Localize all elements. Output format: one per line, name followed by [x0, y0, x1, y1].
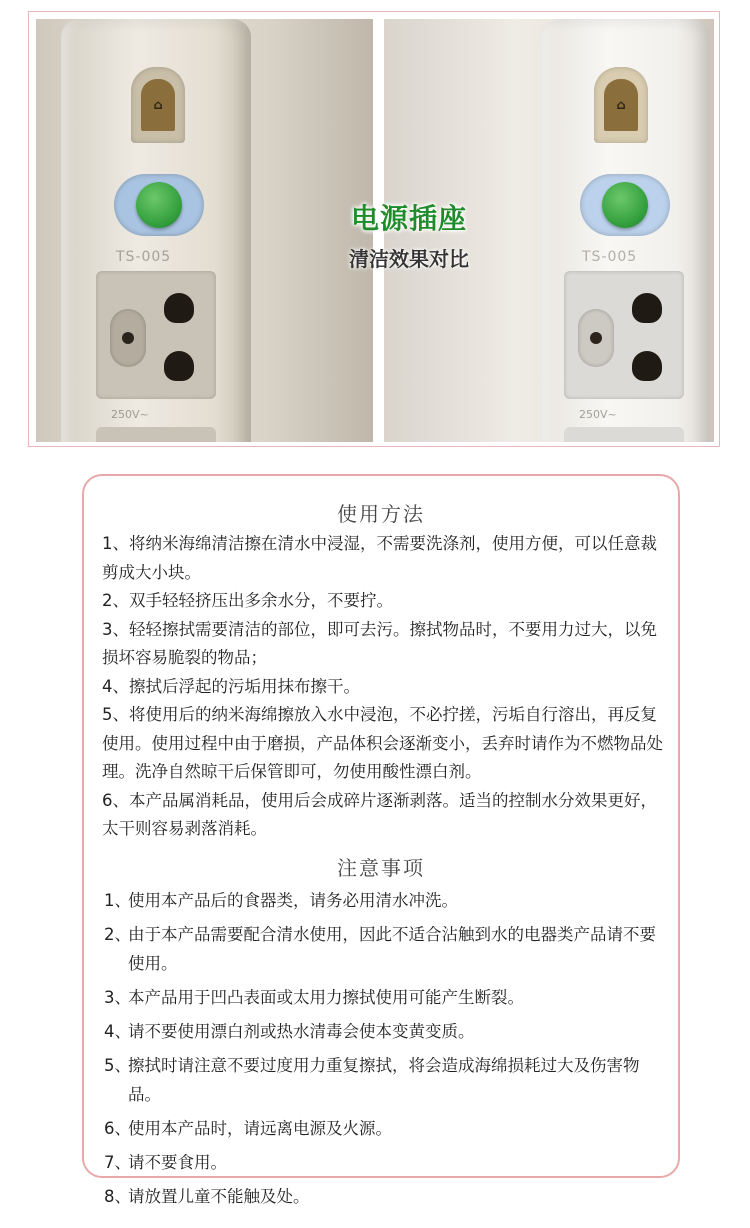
note-number: 3、 — [104, 988, 131, 1007]
note-item — [104, 920, 664, 978]
note-number: 8、 — [104, 1187, 131, 1206]
usage-heading: 使用方法 — [337, 502, 425, 526]
note-text: 请不要使用漂白剂或热水清毒会使本变黄变质。 — [128, 1022, 475, 1041]
usage-item: 3、轻轻擦拭需要清洁的部位，即可去污。擦拭物品时，不要用力过大，以免损坏容易脆裂的物品； — [102, 619, 657, 667]
photo-caption — [334, 197, 484, 272]
note-text: 使用本产品后的食器类，请务必用清水冲洗。 — [128, 891, 458, 910]
note-item — [104, 1017, 664, 1046]
note-text: 使用本产品时，请远离电源及火源。 — [128, 1119, 392, 1138]
note-text: 由于本产品需要配合清水使用，因此不适合沾触到水的电器类产品请不要使用。 — [128, 925, 656, 973]
note-item — [104, 1182, 664, 1211]
note-text: 请不要食用。 — [128, 1153, 227, 1172]
socket-outlet-icon — [564, 427, 684, 442]
note-text: 擦拭时请注意不要过度用力重复擦拭，将会造成海绵损耗过大及伤害物品。 — [128, 1056, 640, 1104]
note-item — [104, 1114, 664, 1143]
note-text: 请放置儿童不能触及处。 — [128, 1187, 310, 1206]
rating-label: 250V~ — [579, 408, 617, 421]
comparison-photo — [28, 11, 720, 447]
socket-outlet-icon — [96, 427, 216, 442]
power-switch-icon — [580, 174, 670, 236]
note-number: 6、 — [104, 1119, 131, 1138]
usage-item: 1、将纳米海绵清洁擦在清水中浸湿，不需要洗涤剂，使用方便，可以任意裁剪成大小块。 — [102, 534, 657, 582]
notes-list — [104, 886, 664, 1216]
note-item — [104, 886, 664, 915]
note-item — [104, 1051, 664, 1109]
note-number: 2、 — [104, 925, 131, 944]
photo-subtitle: 清洁效果对比 — [349, 247, 469, 271]
usage-list — [102, 530, 668, 844]
socket-outlet-icon — [96, 271, 216, 399]
before-panel — [36, 19, 373, 442]
photo-title: 电源插座 — [350, 202, 467, 235]
notes-heading: 注意事项 — [337, 856, 425, 880]
rating-label: 250V~ — [111, 408, 149, 421]
brand-logo-icon: ⌂ — [131, 67, 185, 143]
model-label: TS-005 — [582, 249, 638, 265]
usage-item: 2、双手轻轻挤压出多余水分，不要拧。 — [102, 591, 393, 610]
note-number: 7、 — [104, 1153, 131, 1172]
usage-item: 5、将使用后的纳米海绵擦放入水中浸泡，不必拧搓，污垢自行溶出，再反复使用。使用过程中由于磨损，产品体积会逐渐变小，丢弃时请作为不燃物品处理。洗净自然晾干后保管即可，勿使用酸性漂白剂。 — [102, 705, 663, 781]
brand-logo-icon: ⌂ — [594, 67, 648, 143]
usage-item: 4、擦拭后浮起的污垢用抹布擦干。 — [102, 676, 360, 696]
note-item — [104, 1148, 664, 1177]
instructions-card — [82, 474, 680, 1206]
note-number: 4、 — [104, 1022, 131, 1041]
note-item — [104, 983, 664, 1012]
model-label: TS-005 — [116, 249, 172, 265]
note-text: 本产品用于凹凸表面或太用力擦拭使用可能产生断裂。 — [128, 988, 524, 1007]
note-number: 1、 — [104, 891, 131, 910]
socket-outlet-icon — [564, 271, 684, 399]
power-switch-icon — [114, 174, 204, 236]
usage-item: 6、本产品属消耗品，使用后会成碎片逐渐剥落。适当的控制水分效果更好，太干则容易剥落消耗。 — [102, 790, 657, 838]
note-number: 5、 — [104, 1056, 131, 1075]
